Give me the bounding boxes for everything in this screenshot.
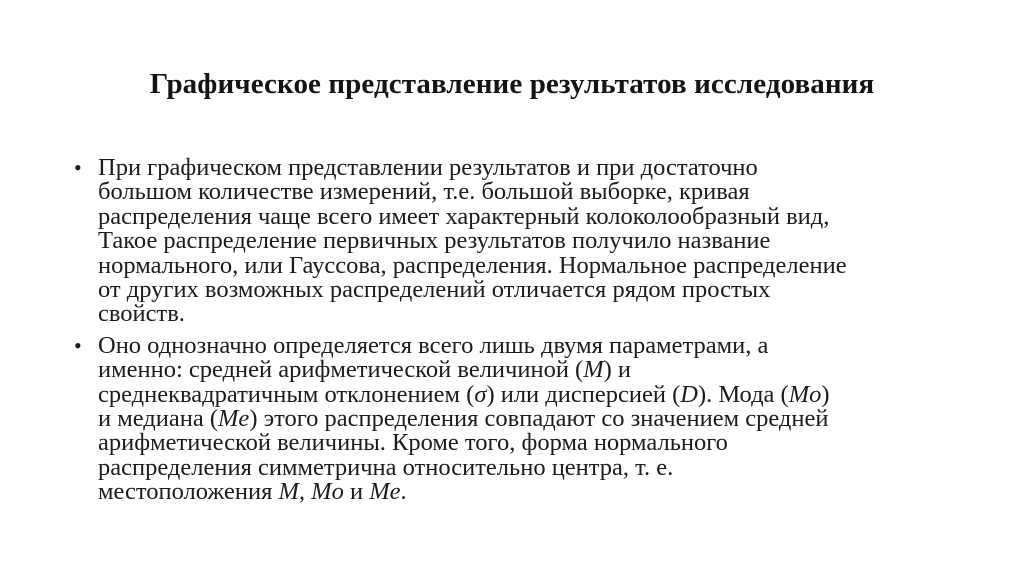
bullet-dot-icon: • xyxy=(74,332,82,358)
bullet2-line-6: распределения симметрична относительно центра, т. е. xyxy=(98,453,674,481)
bullet-dot-icon: • xyxy=(74,155,82,180)
text-run: ) или дисперсией ( xyxy=(486,380,681,408)
bullet2-line-1: Оно однозначно определяется всего лишь двумя параметрами, а xyxy=(98,331,769,359)
text-run: среднеквадратичным отклонением ( xyxy=(98,380,475,408)
text-run: ). Мода ( xyxy=(697,380,789,408)
symbol-mode: Mo xyxy=(788,380,822,408)
bullet2-line-4 xyxy=(98,407,962,431)
bullet2-line-3 xyxy=(98,380,962,408)
slide-title: Графическое представление результатов исследования xyxy=(149,68,875,100)
bullet2-line-5: арифметической величины. Кроме того, форма нормального xyxy=(98,429,728,457)
bullet-list xyxy=(72,156,962,512)
bullet1-line-5: нормального, или Гауссова, распределения. Нормальное распределение xyxy=(98,251,847,279)
text-run: ) и xyxy=(603,356,632,384)
symbol-mean-mode: M, Mo xyxy=(278,478,344,506)
symbol-sigma: σ xyxy=(474,380,487,408)
text-run: ) xyxy=(821,380,830,408)
text-run: именно: средней арифметической величиной ( xyxy=(98,356,584,384)
bullet1-line-1: При графическом представлении результатов и при достаточно xyxy=(98,154,758,181)
bullet1-line-4: Такое распределение первичных результатов получило название xyxy=(98,227,771,255)
text-run: и медиана ( xyxy=(98,405,219,433)
text-run: . xyxy=(400,478,407,506)
symbol-median: Me xyxy=(369,478,401,506)
bullet-item-parameters xyxy=(72,331,962,506)
bullet1-line-6: от других возможных распределений отличается рядом простых xyxy=(98,276,771,304)
bullet1-line-7: свойств. xyxy=(98,300,185,328)
text-run: ) этого распределения совпадают со значением средней xyxy=(249,405,829,433)
symbol-mean: M xyxy=(583,356,604,384)
bullet1-line-2: большом количестве измерений, т.е. большой выборке, кривая xyxy=(98,178,750,206)
bullet-item-normal-distribution xyxy=(72,156,962,327)
text-run: местоположения xyxy=(98,478,279,506)
bullet1-line-3: распределения чаще всего имеет характерный колоколообразный вид, xyxy=(98,202,830,230)
bullet2-line-7 xyxy=(98,480,962,504)
bullet2-line-2 xyxy=(98,358,962,382)
text-run: и xyxy=(343,478,370,506)
symbol-dispersion: D xyxy=(680,380,698,408)
symbol-median: Me xyxy=(218,405,250,433)
